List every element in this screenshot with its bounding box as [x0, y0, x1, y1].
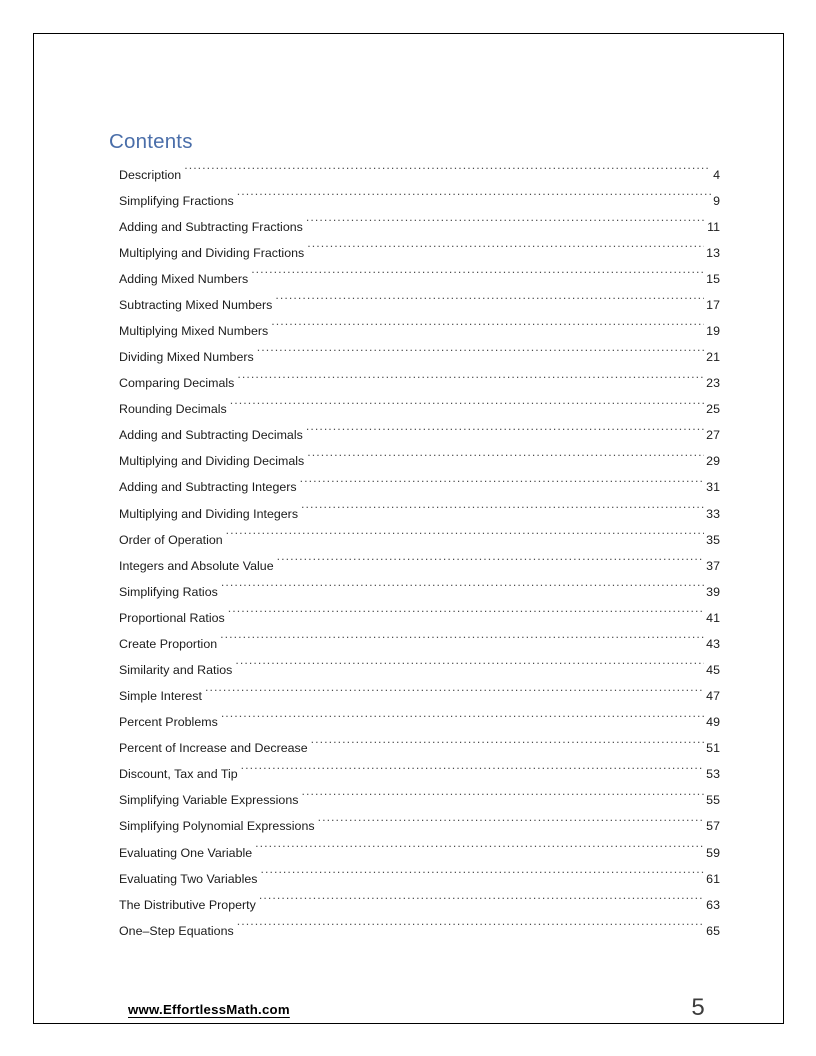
toc-entry-page-number: 9: [713, 193, 720, 208]
toc-entry-title: Integers and Absolute Value: [119, 558, 274, 573]
toc-entry-title: Multiplying and Dividing Fractions: [119, 245, 305, 260]
toc-entry-page-number: 25: [706, 402, 720, 417]
toc-entry[interactable]: [100, 188, 720, 214]
toc-list: [100, 162, 720, 944]
toc-dot-leader: [184, 166, 711, 178]
toc-entry[interactable]: [100, 840, 720, 866]
toc-entry-page-number: 23: [706, 376, 720, 391]
toc-entry-page-number: 61: [706, 871, 720, 886]
toc-dot-leader: [226, 531, 705, 543]
toc-entry[interactable]: [100, 605, 720, 631]
toc-dot-leader: [205, 688, 704, 700]
toc-entry-title: Simplifying Polynomial Expressions: [119, 819, 315, 834]
toc-entry[interactable]: [100, 892, 720, 918]
toc-entry-title: Order of Operation: [119, 532, 223, 547]
toc-entry[interactable]: [100, 918, 720, 944]
toc-dot-leader: [257, 349, 704, 361]
toc-entry[interactable]: [100, 709, 720, 735]
toc-entry-title: The Distributive Property: [119, 897, 256, 912]
toc-dot-leader: [237, 192, 711, 204]
toc-dot-leader: [271, 323, 704, 335]
toc-dot-leader: [237, 375, 704, 387]
toc-entry-title: One–Step Equations: [119, 923, 234, 938]
toc-dot-leader: [300, 479, 705, 491]
toc-entry[interactable]: [100, 813, 720, 839]
toc-entry-page-number: 59: [706, 845, 720, 860]
toc-entry-title: Comparing Decimals: [119, 376, 235, 391]
toc-entry[interactable]: [100, 866, 720, 892]
toc-entry-page-number: 41: [706, 610, 720, 625]
toc-entry-title: Create Proportion: [119, 636, 218, 651]
toc-dot-leader: [230, 401, 704, 413]
toc-entry-title: Simplifying Fractions: [119, 193, 234, 208]
toc-entry-title: Simple Interest: [119, 689, 202, 704]
toc-dot-leader: [221, 714, 704, 726]
toc-entry-title: Adding and Subtracting Decimals: [119, 428, 303, 443]
toc-dot-leader: [255, 844, 704, 856]
toc-entry[interactable]: [100, 370, 720, 396]
toc-dot-leader: [277, 557, 705, 569]
toc-entry-page-number: 63: [706, 897, 720, 912]
toc-entry-page-number: 65: [706, 923, 720, 938]
toc-entry-title: Proportional Ratios: [119, 610, 225, 625]
toc-entry[interactable]: [100, 683, 720, 709]
toc-entry-title: Percent Problems: [119, 715, 218, 730]
page-footer: [100, 996, 720, 1036]
toc-entry-page-number: 15: [706, 271, 720, 286]
toc-dot-leader: [307, 453, 704, 465]
toc-entry-title: Adding and Subtracting Fractions: [119, 219, 303, 234]
toc-entry[interactable]: [100, 553, 720, 579]
page-border-frame: [33, 33, 784, 1024]
toc-entry-title: Percent of Increase and Decrease: [119, 741, 308, 756]
website-link[interactable]: www.EffortlessMath.com: [128, 1002, 290, 1017]
toc-entry[interactable]: [100, 318, 720, 344]
toc-entry[interactable]: [100, 631, 720, 657]
toc-entry-title: Adding and Subtracting Integers: [119, 480, 297, 495]
toc-entry-page-number: 29: [706, 454, 720, 469]
toc-dot-leader: [301, 505, 704, 517]
toc-entry-page-number: 51: [706, 741, 720, 756]
toc-dot-leader: [311, 740, 705, 752]
toc-entry[interactable]: [100, 292, 720, 318]
toc-entry-title: Adding Mixed Numbers: [119, 271, 249, 286]
toc-entry-page-number: 35: [706, 532, 720, 547]
toc-entry-title: Discount, Tax and Tip: [119, 767, 238, 782]
toc-dot-leader: [251, 270, 704, 282]
toc-dot-leader: [307, 244, 704, 256]
toc-entry-page-number: 13: [706, 245, 720, 260]
toc-entry-page-number: 11: [707, 219, 720, 234]
toc-entry[interactable]: [100, 396, 720, 422]
toc-entry[interactable]: [100, 448, 720, 474]
toc-entry-page-number: 19: [706, 323, 720, 338]
toc-entry-page-number: 49: [706, 715, 720, 730]
toc-entry[interactable]: [100, 474, 720, 500]
table-of-contents-section: [100, 132, 720, 944]
toc-entry-page-number: 37: [706, 558, 720, 573]
toc-entry-title: Description: [119, 167, 182, 182]
toc-entry-page-number: 43: [706, 636, 720, 651]
toc-entry-title: Rounding Decimals: [119, 402, 227, 417]
toc-entry-page-number: 45: [706, 662, 720, 677]
toc-entry-title: Evaluating One Variable: [119, 845, 253, 860]
toc-entry[interactable]: [100, 344, 720, 370]
toc-entry-page-number: 39: [706, 584, 720, 599]
toc-entry-page-number: 53: [706, 767, 720, 782]
toc-dot-leader: [301, 792, 704, 804]
toc-entry[interactable]: [100, 214, 720, 240]
page-title: Contents: [109, 130, 193, 153]
toc-entry-title: Subtracting Mixed Numbers: [119, 297, 273, 312]
toc-dot-leader: [306, 427, 704, 439]
toc-entry[interactable]: [100, 501, 720, 527]
toc-dot-leader: [241, 766, 705, 778]
toc-entry[interactable]: [100, 162, 720, 188]
toc-dot-leader: [318, 818, 705, 830]
toc-entry-title: Multiplying and Dividing Integers: [119, 506, 299, 521]
toc-entry-page-number: 21: [706, 350, 720, 365]
toc-entry[interactable]: [100, 240, 720, 266]
toc-entry[interactable]: [100, 761, 720, 787]
toc-entry-title: Simplifying Variable Expressions: [119, 793, 299, 808]
toc-entry[interactable]: [100, 657, 720, 683]
footer-page-number: 5: [691, 994, 705, 1021]
toc-entry-page-number: 27: [706, 428, 720, 443]
toc-entry-page-number: 55: [706, 793, 720, 808]
toc-entry[interactable]: [100, 787, 720, 813]
toc-dot-leader: [221, 583, 704, 595]
toc-dot-leader: [306, 218, 705, 230]
toc-entry-page-number: 33: [706, 506, 720, 521]
toc-entry[interactable]: [100, 735, 720, 761]
toc-entry-title: Multiplying and Dividing Decimals: [119, 454, 305, 469]
toc-entry-page-number: 4: [713, 167, 720, 182]
toc-dot-leader: [259, 896, 704, 908]
toc-entry[interactable]: [100, 422, 720, 448]
toc-entry-title: Dividing Mixed Numbers: [119, 350, 254, 365]
toc-entry[interactable]: [100, 266, 720, 292]
toc-entry-page-number: 57: [706, 819, 720, 834]
toc-dot-leader: [235, 662, 704, 674]
toc-entry[interactable]: [100, 527, 720, 553]
toc-dot-leader: [275, 297, 704, 309]
toc-entry-page-number: 17: [706, 297, 720, 312]
toc-entry-page-number: 47: [706, 689, 720, 704]
toc-dot-leader: [237, 922, 704, 934]
toc-dot-leader: [228, 609, 704, 621]
toc-entry-title: Similarity and Ratios: [119, 662, 233, 677]
toc-entry-title: Evaluating Two Variables: [119, 871, 258, 886]
toc-dot-leader: [220, 636, 704, 648]
toc-entry-title: Multiplying Mixed Numbers: [119, 323, 269, 338]
toc-entry-title: Simplifying Ratios: [119, 584, 218, 599]
toc-entry-page-number: 31: [706, 480, 720, 495]
toc-dot-leader: [260, 870, 704, 882]
toc-entry[interactable]: [100, 579, 720, 605]
